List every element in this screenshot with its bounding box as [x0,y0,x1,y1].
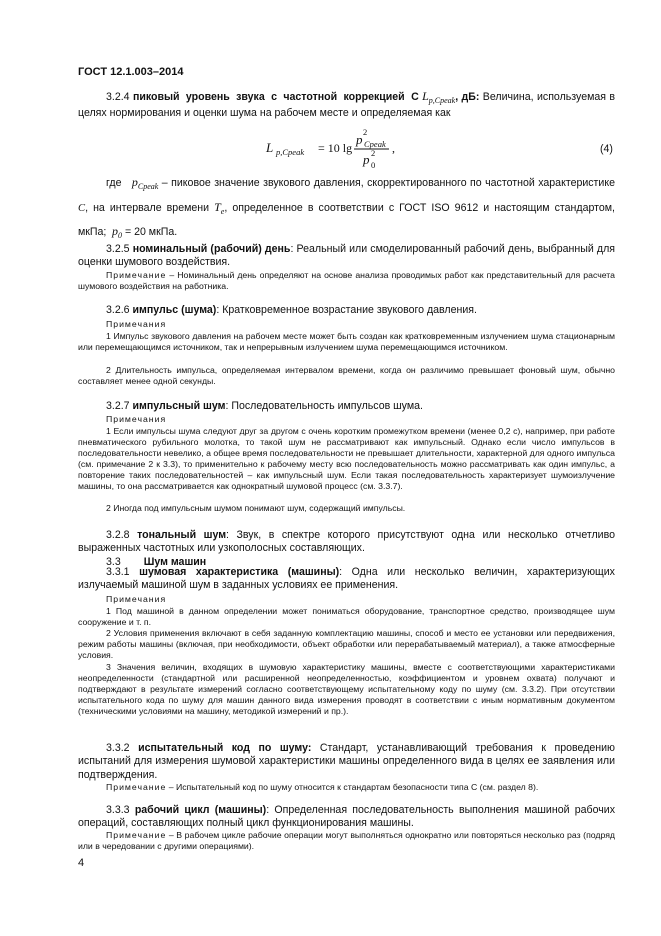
term: шумовая характеристика (машины) [139,566,340,578]
symbol-T: T [214,200,221,214]
term: пиковый уровень звука с частотной коррекцией С [132,91,419,103]
term: испытательный код по шуму: [138,742,312,754]
note-1: 1 Если импульсы шума следуют друг за другом с очень коротким промежутком времени (менее 0,2 с), например, при работе пневматического рубильного молотка, то такой шум не рассматривают как импульсный. Однако если число импульсов в последовательности невелико, а общее время последовательности не превышает длительности, характерной для одного импульса (см. примечание 2 к 3.3), то применительно к рабочему месту всю последовательность можно рассматривать как один импульс, а повторение таких последовательностей – как импульсный шум. Если такая последовательность характеризует шумоизлучение машины, то она рассматривается как однократный шумовой процесс (см. 3.3.7). [78,426,615,492]
term: тональный шум [137,529,227,541]
definition-text: Величина, используемая в целях нормирования и оценки шума на рабочем месте и определяемая как [78,91,615,120]
note-1: 1 Под машиной в данном определении может пониматься оборудование, транспортное средство, производящее шум сооружение и т. п. [78,606,615,628]
clause-3-3-1 [78,566,615,593]
note-3-2-5 [78,270,615,292]
formula-den-sub: 0 [371,160,376,170]
section-number: 3.3 [106,556,121,568]
section-title: Шум машин [143,556,207,568]
formula-eq: = 10 lg [318,141,353,155]
clause-3-3-2 [78,742,615,782]
symbol-T-sub: e [220,207,225,216]
formula-comma: , [392,141,395,155]
formula-lhs-L: L [266,140,274,155]
clause-number: 3.2.8 [106,529,130,541]
term: импульсный шум [132,400,226,412]
clause-3-2-5 [78,243,615,270]
clause-3-2-4 [78,90,615,121]
formula-num-p: p [356,132,363,147]
note-2: 2 Длительность импульса, определяемая интервалом времени, когда он различимо превышает фоновый шум, обычно составляет менее одной секунды. [78,365,615,387]
clause-3-2-8 [78,529,615,556]
clause-3-2-6 [78,304,615,317]
term: номинальный (рабочий) день [132,243,291,255]
term: рабочий цикл (машины) [134,804,267,816]
clause-3-2-7 [78,400,615,413]
symbol-p: p [131,175,138,189]
clause-number: 3.2.7 [106,400,130,412]
formula-num-sup: 2 [363,127,368,137]
note-text: – В рабочем цикле рабочие операции могут выполняться однократно или повторяться несколько раз (подряд или в чередовании с другими операциями). [78,830,615,852]
definition-text: Стандарт, устанавливающий требования к проведению испытаний для измерения шумовой характеристики машины определенного вида в целях ее заявления или подтверждения. [78,742,615,781]
symbol-C: C [78,203,86,214]
note-3-3-2 [78,782,615,793]
notes-label: Примечания [106,594,167,604]
formula-den-p: p [363,152,370,167]
formula-lhs-sub: p,Cpeak [276,147,305,157]
clause-number: 3.2.5 [106,243,130,255]
formula-number: (4) [600,143,613,155]
where-word: где [106,177,122,189]
p0-line [112,225,512,242]
symbol-p-sub: Cpeak [137,182,159,191]
unit: , дБ: [455,91,480,103]
clause-number: 3.3.2 [106,742,130,754]
note-text: – Испытательный код по шуму относится к стандартам безопасности типа С (см. раздел 8). [166,782,539,792]
p0-value: = 20 мкПа. [124,226,178,238]
note-text: – Номинальный день определяют на основе анализа проводимых работ как представительный для расчета шумового воздействия на работника. [78,270,615,292]
definition-text: : Определенная последовательность выполнения машиной рабочих операций, составляющих полный цикл функционирования машины. [78,804,615,830]
note-1: 1 Импульс звукового давления на рабочем месте может быть создан как кратковременным излучением шума стационарным или перемещающимся источником, так и непрерывным излучением шума перемещающимся источником. [78,331,615,353]
note-label: Примечание [106,782,167,792]
definition-text: : Одна или несколько величин, характеризующих излучаемый машиной шум в заданных условиях ее применения. [78,566,615,592]
note-3: 3 Значения величин, входящих в шумовую характеристику машины, вместе с соответствующими характеристиками неопределенности (стандартной или расширенной неопределенностью, коэффициентом и уровнем охвата) получают и подтверждают в результате измерений согласно соответствующему испытательному коду по шуму (см. 3.3.2). При отсутствии испытательного кода по шуму для машин данного вида измерения проводят в соответствии с иным нормативным документом (техническими условиями на машину, методикой измерений и пр.). [78,662,615,717]
definition-text: : Звук, в спектре которого присутствуют одна или несколько отчетливо выраженных частотных или узкополосных составляющих. [78,529,615,555]
term: импульс (шума) [132,304,217,316]
notes-label: Примечания [106,319,167,329]
page-number: 4 [78,857,85,869]
where-text-2: , на интервале времени [85,202,210,214]
note-2: 2 Иногда под импульсным шумом понимают шум, содержащий импульсы. [106,503,406,513]
definition-text: : Реальный или смоделированный рабочий день, выбранный для оценки шумового воздействия. [78,243,615,269]
definition-text: : Кратковременное возрастание звукового давления. [216,304,477,316]
clause-number: 3.3.3 [106,804,130,816]
symbol-p0-sub: 0 [118,231,122,240]
note-3-3-3 [78,830,615,852]
definition-text: : Последовательность импульсов шума. [225,400,423,412]
clause-number: 3.3.1 [106,566,130,578]
formula-num-sub: Cpeak [364,139,386,149]
note-2: 2 Условия применения включают в себя заданную комплектацию машины, способ и место ее установки или передвижения, режим работы машины (включая, при необходимости, объект обработки или перерабатываемый материал), а также атмосферные условия. [78,628,615,661]
notes-label: Примечания [106,414,167,424]
clause-3-3-3 [78,804,615,831]
clause-number: 3.2.4 [106,91,130,103]
note-label: Примечание [106,270,167,280]
symbol-L: L [422,89,429,103]
formula-den-sup: 2 [371,148,376,158]
where-text-1: – пиковое значение звукового давления, скорректированного по частотной характеристике [161,177,615,189]
clause-number: 3.2.6 [106,304,130,316]
document-header: ГОСТ 12.1.003–2014 [78,66,184,78]
symbol-sub: p,Cpeak [428,96,456,105]
symbol-p0: p [112,224,118,238]
note-label: Примечание [106,830,167,840]
where-text-3: , определенное в соответствии с ГОСТ ISO 9612 и настоящим стандартом, мкПа; [78,202,615,238]
formula-4 [0,124,661,172]
